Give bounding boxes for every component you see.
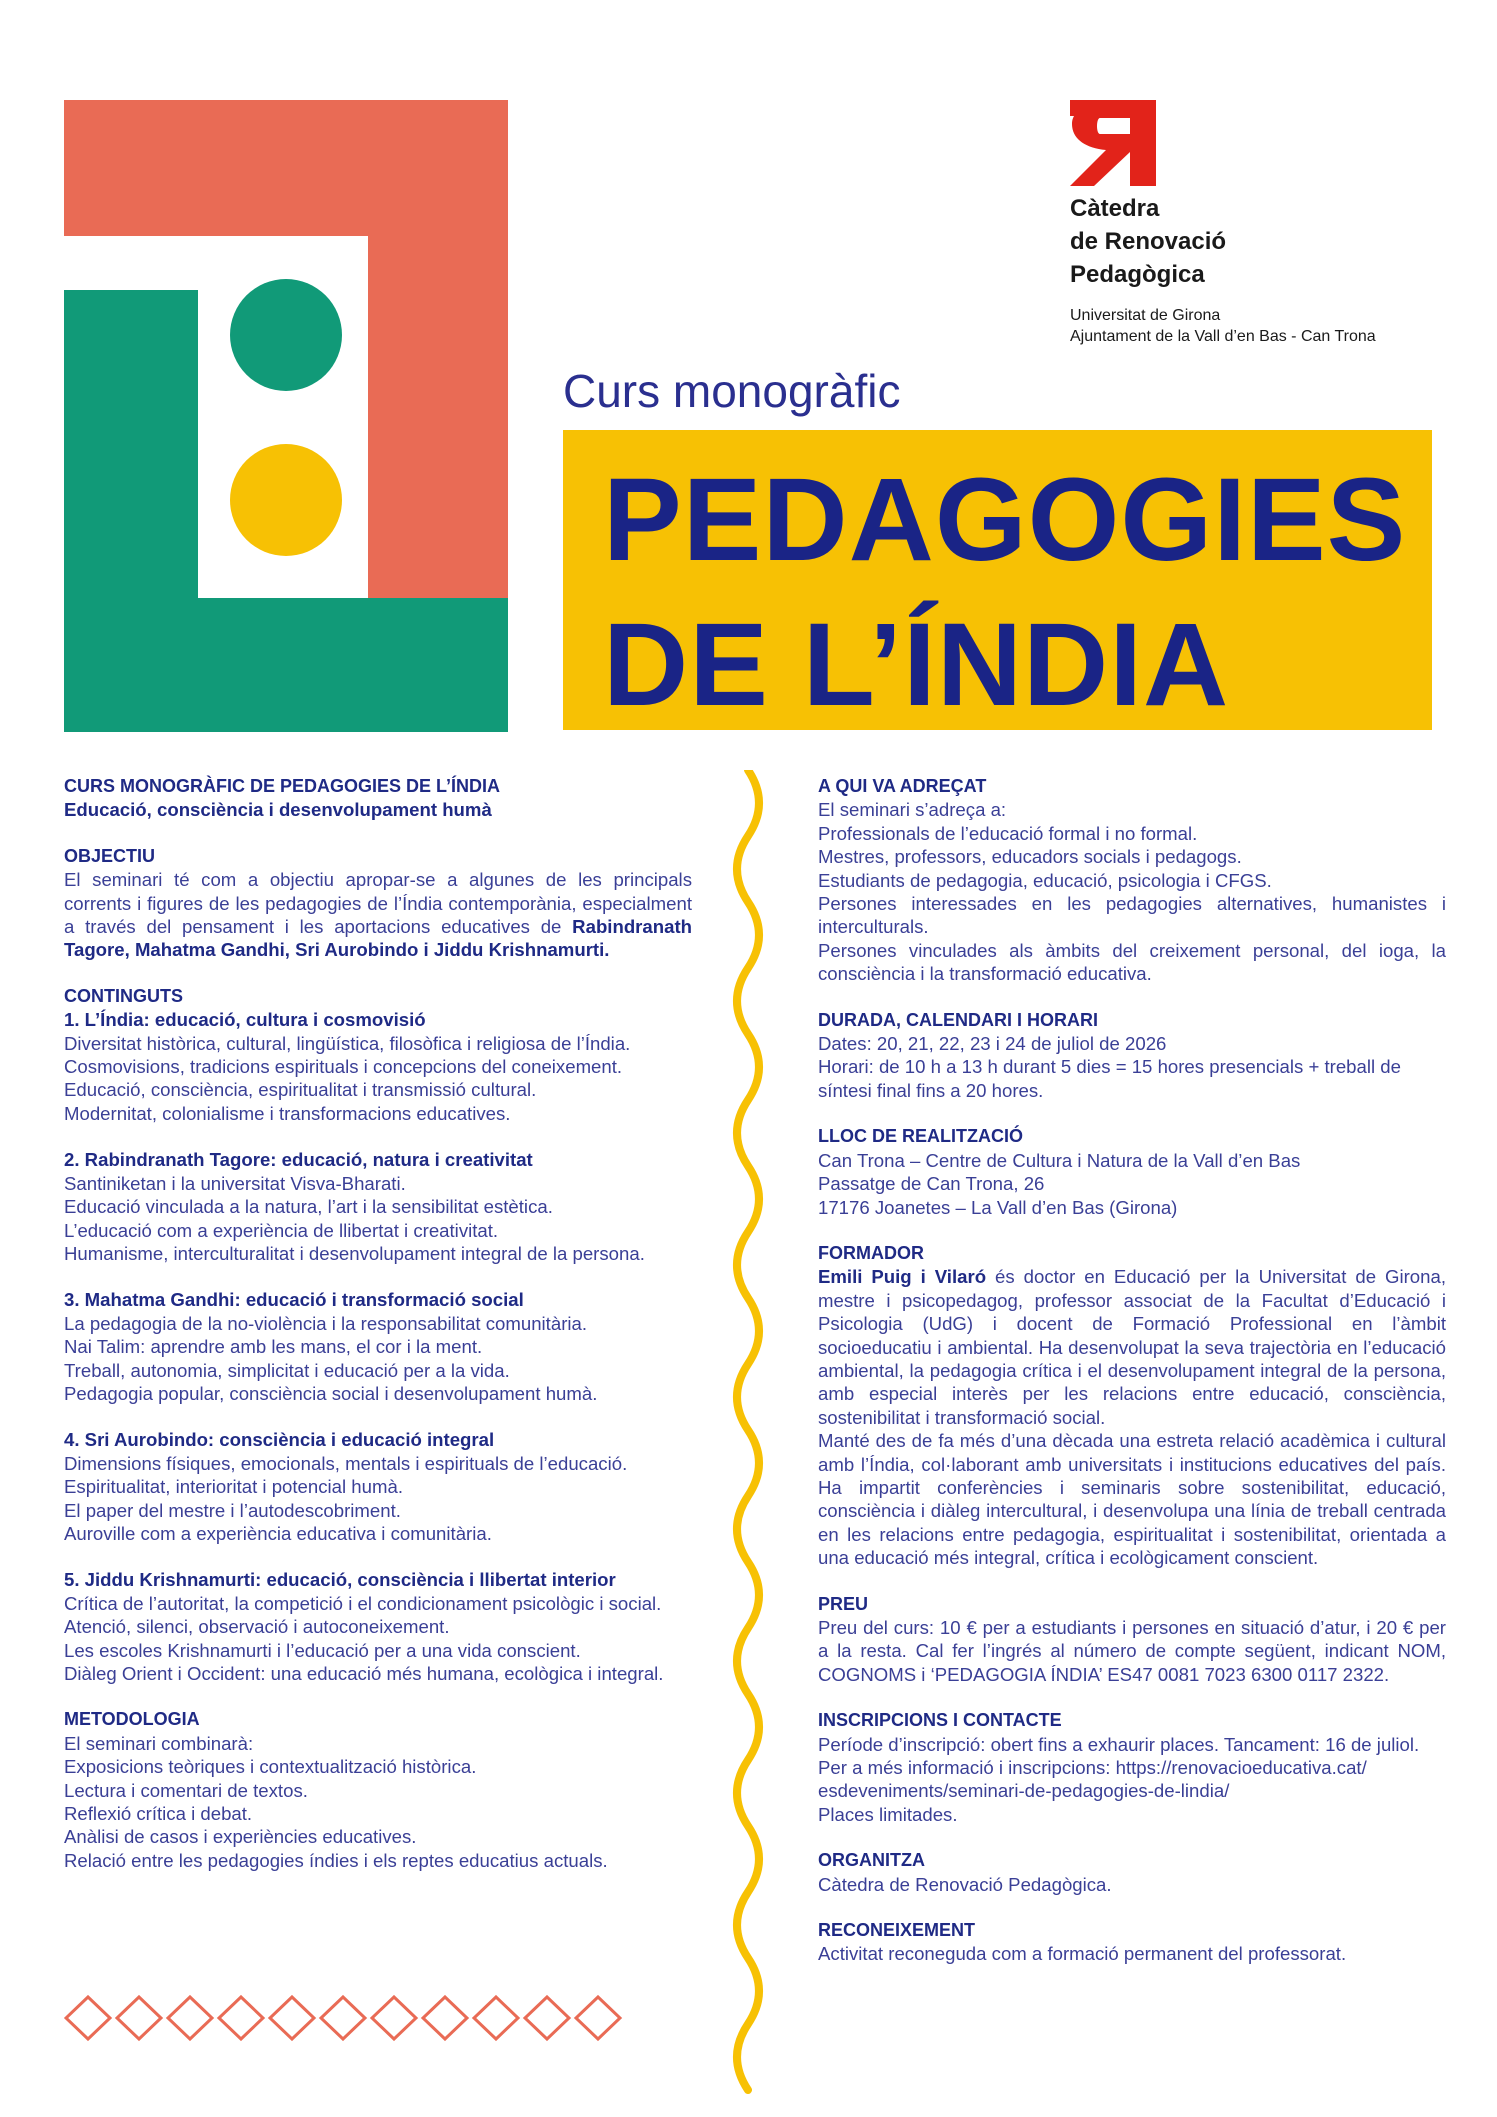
list-line: Professionals de l’educació formal i no formal. — [818, 822, 1198, 844]
module-line: L’educació com a experiència de llibertat i creativitat. — [64, 1219, 499, 1241]
logo-artwork — [64, 100, 508, 732]
module-line: Modernitat, colonialisme i transformacions educatives. — [64, 1102, 511, 1124]
list-line: Per a més informació i inscripcions: https://renovacioeducativa.cat/ — [818, 1757, 1367, 1779]
lloc-list — [818, 1149, 1446, 1219]
formador-name: Emili Puig i Vilaró — [818, 1266, 987, 1288]
diamond-shape — [576, 1997, 620, 2039]
brand-name — [1070, 192, 1470, 291]
course-subtitle: Curs monogràfic — [563, 365, 901, 417]
diamond-shape — [474, 1997, 518, 2039]
organitza-heading: ORGANITZA — [818, 1850, 925, 1871]
list-line: Període d’inscripció: obert fins a exhaurir places. Tancament: 16 de juliol. — [818, 1733, 1420, 1755]
module-line: Atenció, silenci, observació i autoconeixement. — [64, 1616, 450, 1638]
diamond-pattern — [64, 1993, 624, 2043]
objectiu-heading: OBJECTIU — [64, 845, 156, 866]
list-line: Places limitades. — [818, 1803, 958, 1825]
module-line: Les escoles Krishnamurti i l’educació per a una vida conscient. — [64, 1639, 581, 1661]
wave-line — [737, 770, 759, 2090]
diamond-shape — [270, 1997, 314, 2039]
adrecat-list — [818, 798, 1446, 985]
module-line: Santiniketan i la universitat Visva-Bharati. — [64, 1172, 406, 1194]
left-column — [64, 775, 692, 1872]
list-line: Passatge de Can Trona, 26 — [818, 1173, 1045, 1195]
list-line: Exposicions teòriques i contextualització històrica. — [64, 1756, 477, 1778]
module-line: Diversitat històrica, cultural, lingüística, filosòfica i religiosa de l’Índia. — [64, 1032, 631, 1054]
brand-affiliations — [1070, 305, 1470, 347]
diamond-shape — [168, 1997, 212, 2039]
list-line: Persones interessades en les pedagogies alternatives, humanistes i interculturals. — [818, 893, 1446, 938]
durada-list — [818, 1032, 1446, 1102]
list-line: Persones vinculades als àmbits del creixement personal, del ioga, la consciència i la transformació educativa. — [818, 939, 1446, 985]
module-title: 2. Rabindranath Tagore: educació, natura i creativitat — [64, 1149, 533, 1171]
organitza-text: Càtedra de Renovació Pedagògica. — [818, 1873, 1112, 1895]
r-logo-icon — [1070, 100, 1156, 186]
module-line: Educació vinculada a la natura, l’art i la sensibilitat estètica. — [64, 1196, 553, 1218]
course-title — [603, 448, 1406, 738]
list-line: Anàlisi de casos i experiències educatives. — [64, 1826, 417, 1848]
inscripcions-heading: INSCRIPCIONS I CONTACTE — [818, 1710, 1062, 1731]
modules-list — [64, 1008, 692, 1708]
green-dot — [230, 279, 342, 391]
preu-heading: PREU — [818, 1593, 869, 1614]
module-line: Dimensions físiques, emocionals, mentals i espirituals de l’educació. — [64, 1452, 628, 1474]
diamond-shape — [525, 1997, 569, 2039]
list-line: Dates: 20, 21, 22, 23 i 24 de juliol de 2026 — [818, 1033, 1167, 1055]
yellow-dot — [230, 444, 342, 556]
formador-heading: FORMADOR — [818, 1242, 924, 1263]
module-line: Treball, autonomia, simplicitat i educació per a la vida. — [64, 1359, 510, 1381]
brand-block — [1070, 100, 1470, 347]
module-line: Cosmovisions, tradicions espirituals i concepcions del coneixement. — [64, 1056, 623, 1078]
intro-heading: CURS MONOGRÀFIC DE PEDAGOGIES DE L’ÍNDIA — [64, 776, 501, 796]
list-line: Horari: de 10 h a 13 h durant 5 dies = 15 hores presencials + treball de síntesi final fins a 20 hores. — [818, 1056, 1401, 1101]
metodologia-list — [64, 1732, 692, 1872]
objectiu-body: El seminari té com a objectiu apropar-se a algunes de les principals corrents i figures de les pedagogies de l’Índia contemporània, especialment a través del pensament i les aportacions educatives de — [64, 869, 692, 938]
intro-subheading: Educació, consciència i desenvolupament humà — [64, 799, 492, 821]
diamond-shape — [117, 1997, 161, 2039]
objectiu-names: Rabindranath Tagore, Mahatma Gandhi, Sri Aurobindo i Jiddu Krishnamurti. — [64, 916, 693, 961]
brand-affiliation: Ajuntament de la Vall d’en Bas - Can Trona — [1070, 328, 1376, 345]
diamond-shape — [219, 1997, 263, 2039]
diamond-shape — [321, 1997, 365, 2039]
list-line: El seminari s’adreça a: — [818, 799, 1007, 821]
objectiu-text — [64, 868, 692, 962]
formador-text — [818, 1265, 1446, 1429]
list-line: Mestres, professors, educadors socials i pedagogs. — [818, 846, 1242, 868]
durada-heading: DURADA, CALENDARI I HORARI — [818, 1009, 1098, 1030]
list-line: Lectura i comentari de textos. — [64, 1779, 308, 1801]
module-title: 1. L’Índia: educació, cultura i cosmovisió — [64, 1009, 426, 1031]
module-title: 3. Mahatma Gandhi: educació i transformació social — [64, 1289, 524, 1311]
diamond-shape — [66, 1997, 110, 2039]
list-line: 17176 Joanetes – La Vall d’en Bas (Girona) — [818, 1196, 1178, 1218]
right-column — [818, 775, 1446, 1966]
module-line: Crítica de l’autoritat, la competició i el condicionament psicològic i social. — [64, 1592, 662, 1614]
list-line: Relació entre les pedagogies índies i els reptes educatius actuals. — [64, 1849, 608, 1871]
brand-affiliation: Universitat de Girona — [1070, 307, 1221, 324]
continguts-heading: CONTINGUTS — [64, 985, 183, 1006]
inscripcions-list — [818, 1733, 1446, 1827]
diamond-shape — [372, 1997, 416, 2039]
module-line: Diàleg Orient i Occident: una educació més humana, ecològica i integral. — [64, 1663, 664, 1684]
diamond-shape — [423, 1997, 467, 2039]
module-line: La pedagogia de la no-violència i la responsabilitat comunitària. — [64, 1312, 588, 1334]
brand-name-line: de Renovació — [1070, 228, 1227, 255]
list-line: Estudiants de pedagogia, educació, psicologia i CFGS. — [818, 869, 1272, 891]
reconeixement-heading: RECONEIXEMENT — [818, 1920, 976, 1941]
preu-text: Preu del curs: 10 € per a estudiants i persones en situació d’atur, i 20 € per a la resta. Cal fer l’ingrés al número de compte següent, indicant NOM, COGNOMS i ‘PEDAGOGIA ÍNDIA’ ES47 0081 7023 6300 0117 2322. — [818, 1617, 1446, 1685]
module-line: El paper del mestre i l’autodescobriment. — [64, 1499, 401, 1521]
adrecat-heading: A QUI VA ADREÇAT — [818, 776, 987, 796]
green-l-base — [64, 598, 508, 732]
title-line: PEDAGOGIES — [603, 454, 1407, 586]
title-banner — [563, 430, 1432, 730]
list-line: esdeveniments/seminari-de-pedagogies-de-lindia/ — [818, 1780, 1230, 1802]
module-title: 4. Sri Aurobindo: consciència i educació integral — [64, 1429, 495, 1451]
list-line: El seminari combinarà: — [64, 1732, 254, 1754]
wave-divider — [718, 770, 778, 2100]
formador-bio-1: és doctor en Educació per la Universitat de Girona, mestre i psicopedagog, professor associat de la Facultat d’Educació i Psicologia (UdG) i docent de Formació Professional en l’àmbit socioeducatiu i ambiental. Ha desenvolupat la seva trajectòria en l’educació ambiental, la pedagogia crítica i el desenvolupament integral de la persona, amb especial interès per les relacions entre educació, consciència, sostenibilitat i transformació social. — [818, 1266, 1446, 1428]
title-line: DE L’ÍNDIA — [603, 599, 1230, 731]
module-line: Nai Talim: aprendre amb les mans, el cor i la ment. — [64, 1336, 483, 1358]
formador-bio-2: Manté des de fa més d’una dècada una estreta relació acadèmica i cultural amb l’Índia, col·laborant amb universitats i institucions educatives del país. Ha impartit conferències i seminaris sobre sostenibilitat, educació, consciència i diàleg intercultural, i desenvolupa una línia de treball centrada en les relacions entre pedagogia, espiritualitat i sostenibilitat, orientada a una educació més integral, crítica i ecològicament conscient. — [818, 1430, 1446, 1569]
metodologia-heading: METODOLOGIA — [64, 1709, 200, 1730]
brand-name-line: Càtedra — [1070, 195, 1160, 222]
list-line: Reflexió crítica i debat. — [64, 1803, 253, 1825]
module-line: Espiritualitat, interioritat i potencial humà. — [64, 1476, 403, 1498]
module-line: Educació, consciència, espiritualitat i transmissió cultural. — [64, 1079, 537, 1101]
module-line: Pedagogia popular, consciència social i desenvolupament humà. — [64, 1382, 598, 1404]
lloc-heading: LLOC DE REALITZACIÓ — [818, 1126, 1023, 1147]
module-line: Auroville com a experiència educativa i comunitària. — [64, 1522, 492, 1544]
module-line: Humanisme, interculturalitat i desenvolupament integral de la persona. — [64, 1242, 645, 1264]
brand-name-line: Pedagògica — [1070, 261, 1205, 288]
reconeixement-text: Activitat reconeguda com a formació permanent del professorat. — [818, 1943, 1347, 1965]
list-line: Can Trona – Centre de Cultura i Natura de la Vall d’en Bas — [818, 1149, 1301, 1171]
module-title: 5. Jiddu Krishnamurti: educació, consciència i llibertat interior — [64, 1569, 616, 1591]
